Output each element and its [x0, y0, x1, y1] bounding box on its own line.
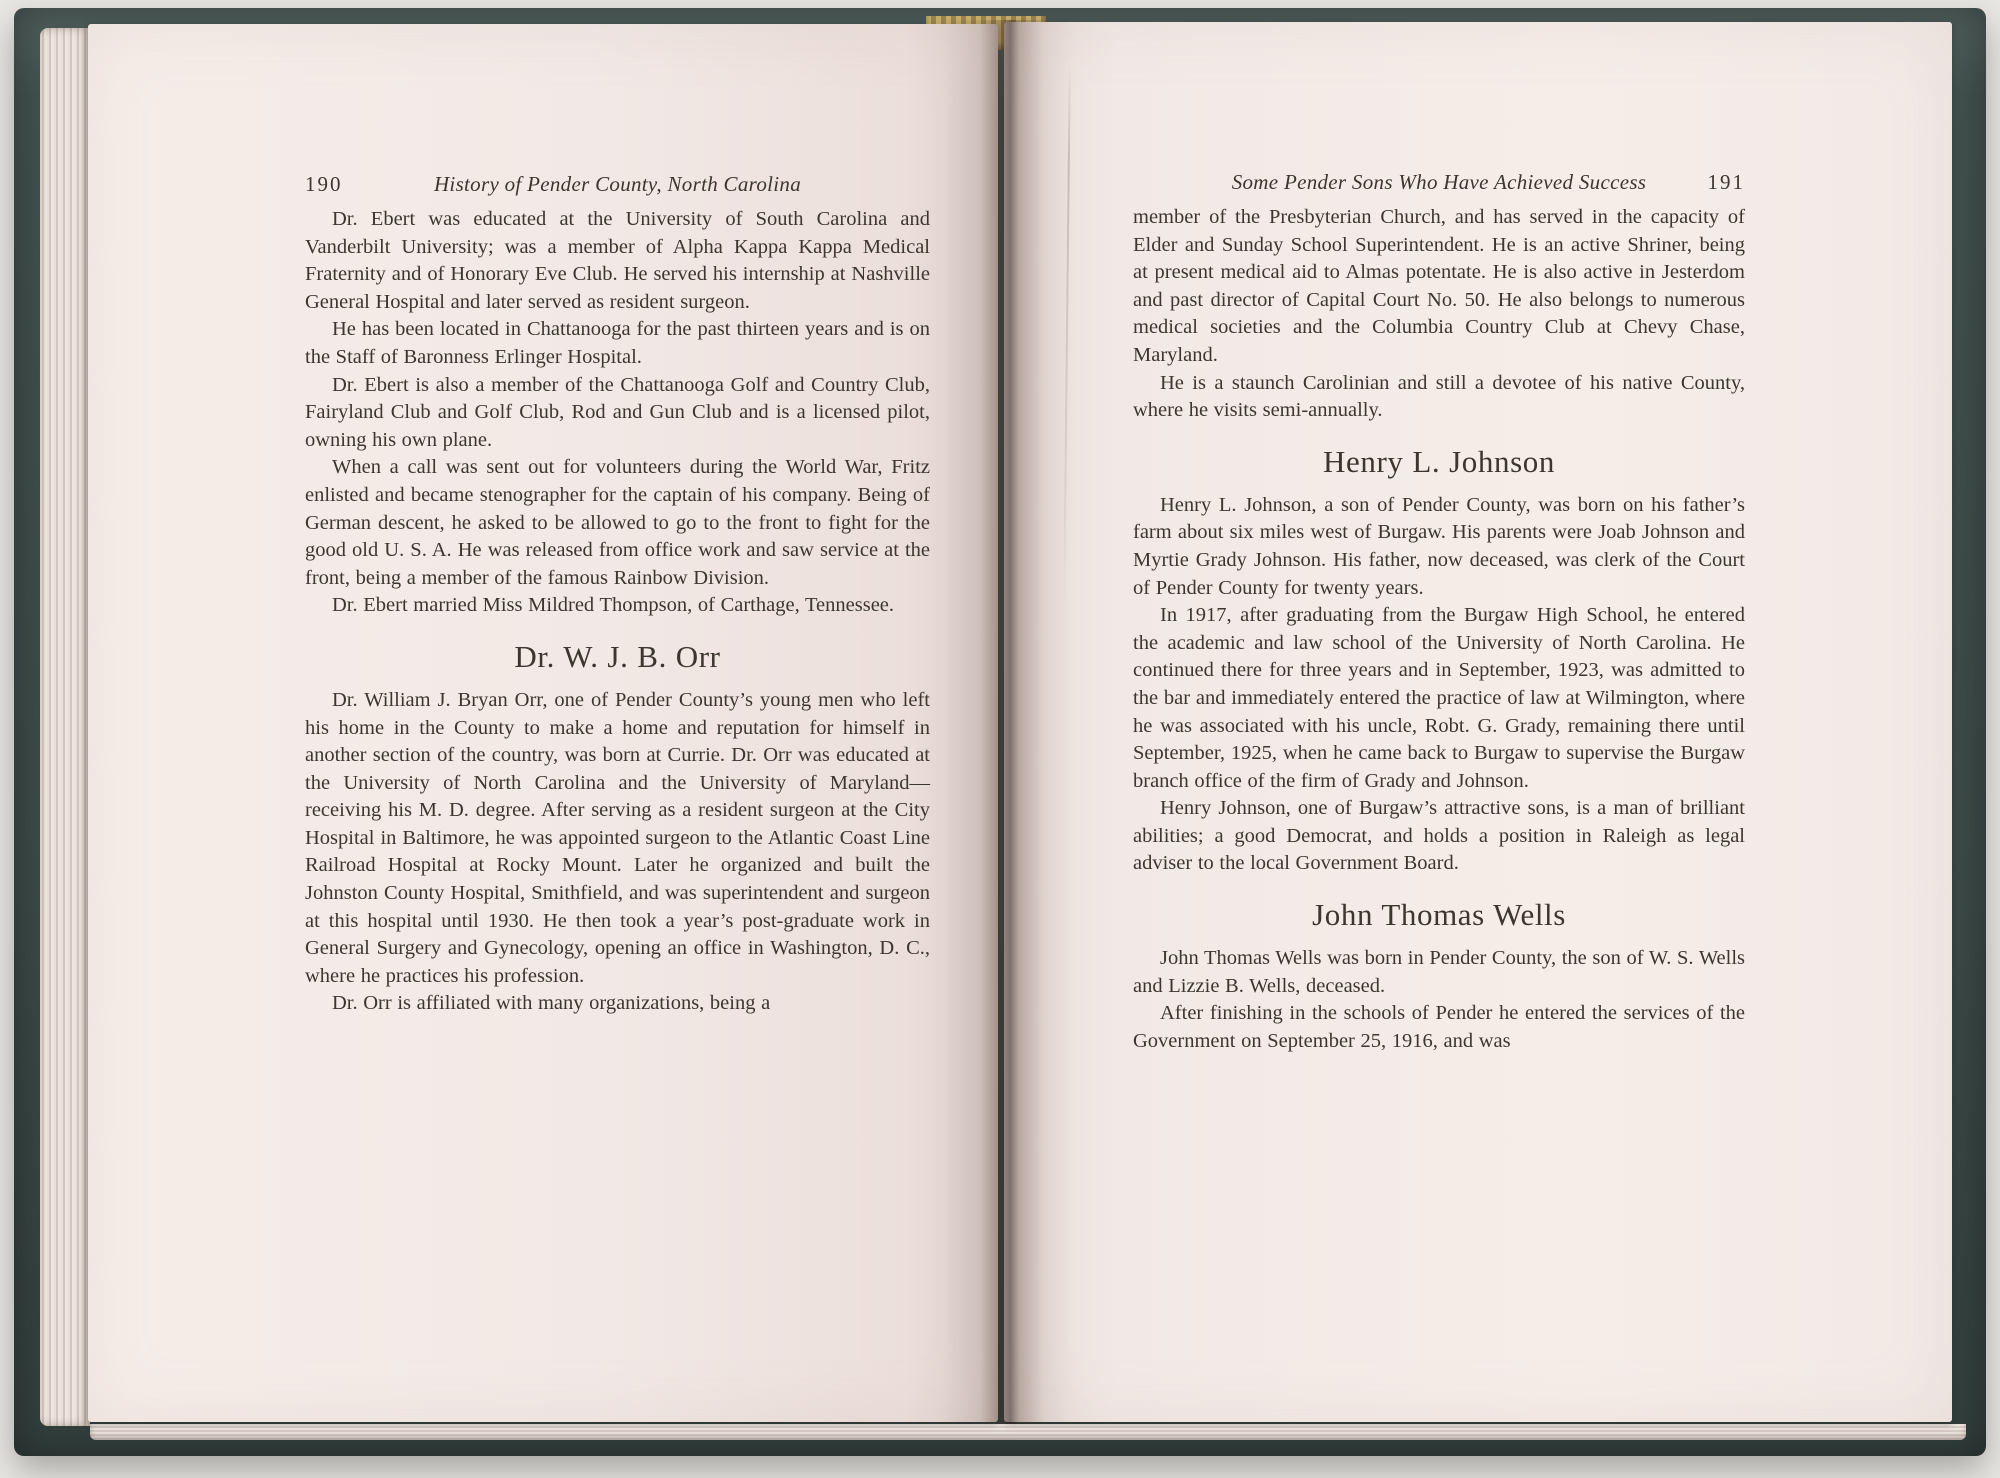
- section-heading: John Thomas Wells: [1312, 897, 1566, 933]
- running-head-left: [305, 170, 930, 200]
- paragraph: He has been located in Chattanooga for the past thirteen years and is on the Staff of Baronness Erlinger Hospital.: [305, 318, 930, 368]
- paragraph: Henry L. Johnson, a son of Pender County, was born on his father’s farm about six miles west of Burgaw. His parents were Joab Johnson and Myrtie Grady Johnson. His father, now deceased, was clerk of the Court of Pender County for twenty years.: [1133, 493, 1745, 599]
- paragraph: John Thomas Wells was born in Pender County, the son of W. S. Wells and Lizzie B. Wells, deceased.: [1133, 947, 1745, 997]
- left-page-text: [305, 206, 930, 1018]
- right-page-text: [1133, 204, 1745, 1055]
- paragraph: In 1917, after graduating from the Burgaw High School, he entered the academic and law school of the University of North Carolina. He continued there for three years and in September, 1923, was admitted to the bar and immediately entered the practice of law at Wilmington, where he was associated with his uncle, Robt. G. Grady, remaining there until September, 1925, when he came back to Burgaw to supervise the Burgaw branch office of the firm of Grady and Johnson.: [1133, 604, 1745, 792]
- left-page: [88, 24, 998, 1422]
- running-head-right: [1133, 168, 1745, 198]
- book-cover: [14, 8, 1986, 1456]
- right-page: [1004, 22, 1952, 1422]
- section-heading: Henry L. Johnson: [1323, 443, 1555, 479]
- running-title-right: Some Pender Sons Who Have Achieved Success: [1231, 170, 1647, 194]
- paragraph: Dr. Orr is affiliated with many organizations, being a: [332, 992, 771, 1015]
- paragraph: Dr. Ebert is also a member of the Chattanooga Golf and Country Club, Fairyland Club and Golf Club, Rod and Gun Club and is a licensed pilot, owning his own plane.: [305, 373, 930, 451]
- paragraph: Dr. Ebert was educated at the University of South Carolina and Vanderbilt University; was a member of Alpha Kappa Kappa Medical Fraternity and of Honorary Eve Club. He served his internship at Nashville General Hospital and later served as resident surgeon.: [305, 208, 930, 313]
- paragraph: Henry Johnson, one of Burgaw’s attractive sons, is a man of brilliant abilities; a good Democrat, and holds a position in Raleigh as legal adviser to the local Government Board.: [1133, 797, 1745, 875]
- paragraph: After finishing in the schools of Pender he entered the services of the Government on September 25, 1916, and was: [1133, 1002, 1745, 1052]
- running-title-left: History of Pender County, North Carolina: [433, 172, 802, 196]
- page-crease: [1063, 62, 1071, 602]
- section-heading: Dr. W. J. B. Orr: [514, 638, 721, 674]
- paragraph: member of the Presbyterian Church, and has served in the capacity of Elder and Sunday School Superintendent. He is an active Shriner, being at present medical aid to Almas potentate. He is also active in Jesterdom and past director of Capital Court No. 50. He also belongs to numerous medical societies and the Columbia Country Club at Chevy Chase, Maryland.: [1133, 206, 1745, 366]
- paragraph: When a call was sent out for volunteers during the World War, Fritz enlisted and became stenographer for the captain of his company. Being of German descent, he asked to be allowed to go to the front to fight for the good old U. S. A. He was released from office work and saw service at the front, being a member of the famous Rainbow Division.: [305, 456, 930, 589]
- paragraph: He is a staunch Carolinian and still a devotee of his native County, where he visits semi-annually.: [1133, 371, 1745, 422]
- page-number-right: 191: [1707, 170, 1745, 194]
- page-number-left: 190: [305, 172, 343, 196]
- paragraph: Dr. Ebert married Miss Mildred Thompson, of Carthage, Tennessee.: [332, 594, 895, 617]
- left-page-edges: [40, 28, 90, 1426]
- paragraph: Dr. William J. Bryan Orr, one of Pender County’s young men who left his home in the County to make a home and reputation for himself in another section of the country, was born at Currie. Dr. Orr was educated at the University of North Carolina and the University of Maryland—receiving his M. D. degree. After serving as a resident surgeon at the City Hospital in Baltimore, he was appointed surgeon to the Atlantic Coast Line Railroad Hospital at Rocky Mount. Later he organized and built the Johnston County Hospital, Smithfield, and was superintendent and surgeon at this hospital until 1930. He then took a year’s post-graduate work in General Surgery and Gynecology, opening an office in Washington, D. C., where he practices his profession.: [305, 688, 930, 987]
- bottom-page-edges: [90, 1424, 1966, 1440]
